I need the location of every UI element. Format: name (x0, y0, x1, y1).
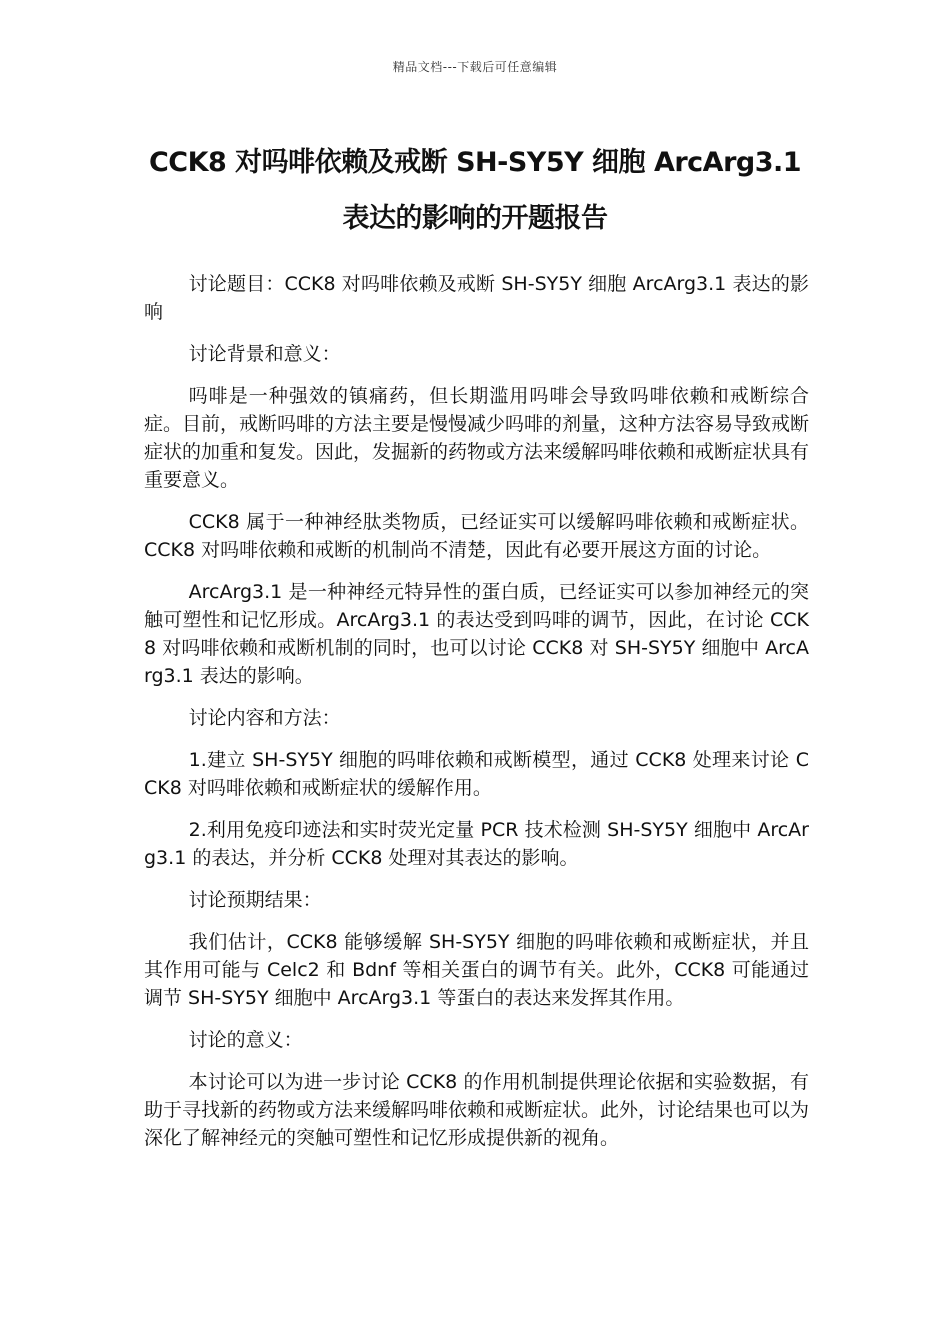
paragraph-background-arcarg: ArcArg3.1 是一种神经元特异性的蛋白质，已经证实可以参加神经元的突触可塑性和记忆形成。ArcArg3.1 的表达受到吗啡的调节，因此，在讨论 CCK8 对吗啡依赖和戒断机制的同时，也可以讨论 CCK8 对 SH-SY5Y 细胞中 ArcArg3.1 表达的影响。 (144, 581, 809, 687)
heading-expected-results: 讨论预期结果： (188, 889, 322, 911)
paragraph-background-cck8: CCK8 属于一种神经肽类物质，已经证实可以缓解吗啡依赖和戒断症状。CCK8 对吗啡依赖和戒断的机制尚不清楚，因此有必要开展这方面的讨论。 (144, 511, 809, 561)
paragraph-expected-results: 我们估计，CCK8 能够缓解 SH-SY5Y 细胞的吗啡依赖和戒断症状，并且其作用可能与 Celc2 和 Bdnf 等相关蛋白的调节有关。此外，CCK8 可能通过调节 SH-SY5Y 细胞中 ArcArg3.1 等蛋白的表达来发挥其作用。 (144, 931, 809, 1009)
paragraph-method-1: 1.建立 SH-SY5Y 细胞的吗啡依赖和戒断模型，通过 CCK8 处理来讨论 CCK8 对吗啡依赖和戒断症状的缓解作用。 (144, 749, 809, 799)
header-note: 精品文档---下载后可任意编辑 (392, 60, 558, 74)
document-body (144, 270, 809, 1166)
paragraph-method-2: 2.利用免疫印迹法和实时荧光定量 PCR 技术检测 SH-SY5Y 细胞中 ArcArg3.1 的表达，并分析 CCK8 处理对其表达的影响。 (144, 819, 809, 869)
heading-background: 讨论背景和意义： (188, 343, 341, 365)
heading-methods: 讨论内容和方法： (188, 707, 341, 729)
paragraph-significance: 本讨论可以为进一步讨论 CCK8 的作用机制提供理论依据和实验数据，有助于寻找新的药物或方法来缓解吗啡依赖和戒断症状。此外，讨论结果也可以为深化了解神经元的突触可塑性和记忆形成提供新的视角。 (144, 1071, 810, 1149)
document-title-line-2: 表达的影响的开题报告 (342, 203, 608, 234)
document-title-line-1: CCK8 对吗啡依赖及戒断 SH-SY5Y 细胞 ArcArg3.1 (148, 147, 802, 178)
paragraph-background-morphine: 吗啡是一种强效的镇痛药，但长期滥用吗啡会导致吗啡依赖和戒断综合症。目前，戒断吗啡的方法主要是慢慢减少吗啡的剂量，这种方法容易导致戒断症状的加重和复发。因此，发掘新的药物或方法来缓解吗啡依赖和戒断症状具有重要意义。 (144, 385, 810, 491)
paragraph-topic: 讨论题目：CCK8 对吗啡依赖及戒断 SH-SY5Y 细胞 ArcArg3.1 表达的影响 (144, 273, 809, 323)
heading-significance: 讨论的意义： (188, 1029, 303, 1051)
